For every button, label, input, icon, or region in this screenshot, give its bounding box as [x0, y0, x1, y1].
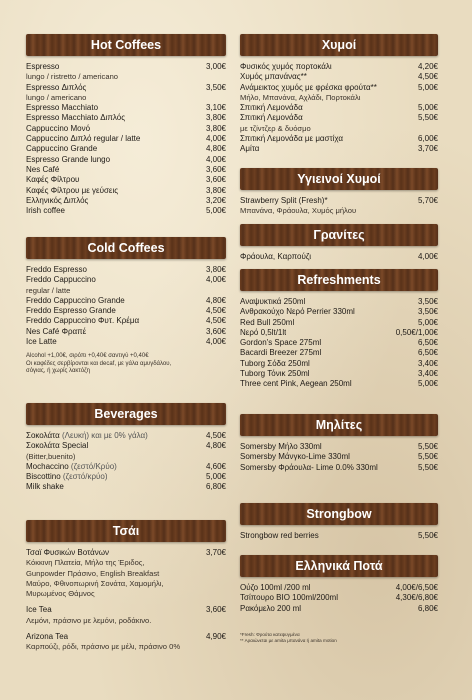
item-name [240, 83, 377, 93]
item-name-text: Arizona Tea [26, 632, 69, 642]
item-name-text: Freddo Cappuccino [26, 275, 96, 285]
section-title: Refreshments [240, 269, 438, 291]
item-price: 5,00€ [205, 206, 226, 216]
item-description: Καρπούζι, ρόδι, πράσινο με μέλι, πράσινο 0% [26, 642, 181, 652]
item-price: 3,60€ [205, 326, 226, 336]
item-price: 5,00€ [205, 472, 226, 482]
menu-section [26, 403, 226, 493]
item-price: 4,50€ [205, 306, 226, 316]
item-price: 5,50€ [417, 452, 438, 462]
menu-item [26, 62, 226, 72]
item-name-text: Φράουλα, Καρπούζι [240, 252, 312, 261]
item-price: 5,50€ [417, 442, 438, 451]
item-price: 4,00€ [205, 154, 226, 164]
menu-item [240, 348, 438, 358]
item-name-text: Espresso [26, 62, 60, 71]
item-description: Gunpowder Πράσινο, English Breakfast [26, 568, 160, 578]
item-name-text: Ανθρακούχο Νερό Perrier 330ml [240, 307, 355, 317]
menu-item [240, 369, 438, 379]
item-name-text: Three cent Pink, Aegean 250ml [240, 379, 352, 389]
item-description: με τζίντζερ & δυόσμο [240, 123, 311, 133]
menu-item [240, 83, 438, 93]
menu-section [240, 503, 438, 541]
item-detail: (ζεστό/Κρύο) [68, 461, 117, 471]
item-name-text: Ρακόμελο 200 ml [240, 603, 302, 613]
menu-item [240, 604, 438, 614]
item-name-text: Biscottino [26, 472, 61, 482]
section-rows [240, 252, 438, 262]
item-name [26, 441, 88, 451]
item-price: 4,90€ [205, 632, 226, 642]
item-name-text: Nes Café [26, 164, 60, 174]
item-price: 3,60€ [205, 605, 226, 615]
menu-item [26, 337, 226, 347]
item-name [240, 144, 259, 154]
item-name-text: Strongbow red berries [240, 531, 319, 540]
item-name [26, 196, 88, 206]
item-price: 4,80€ [205, 295, 226, 305]
section-title: Γρανίτες [240, 224, 438, 246]
menu-section [240, 224, 438, 262]
menu-item [240, 328, 438, 338]
item-name-text: Αμίτα [240, 144, 260, 154]
item-price: 3,80€ [205, 123, 226, 133]
item-price: 3,00€ [205, 62, 226, 71]
menu-item [240, 72, 438, 82]
item-name-text: Τσίπουρο BIO 100ml/200ml [240, 593, 338, 603]
section-title: Τσάι [26, 520, 226, 542]
item-name-text: Ice Latte [26, 337, 57, 347]
menu-section [240, 414, 438, 473]
item-name-text: Χυμός μπανάνας** [240, 72, 307, 82]
item-description: Μαύρο, Φθινοπωρινή Σονάτα, Χαμομήλι, [26, 578, 164, 588]
section-title: Strongbow [240, 503, 438, 525]
menu-item [26, 472, 226, 482]
section-title: Υγιεινοί Χυμοί [240, 168, 438, 190]
item-name-text: Freddo Cappuccino Φυτ. Κρέμα [26, 316, 140, 326]
section-rows [240, 531, 438, 541]
section-rows [240, 62, 438, 155]
item-name [26, 431, 148, 441]
item-name [240, 328, 286, 338]
menu-item [26, 275, 226, 285]
item-name-text: Somersby Μάνγκο-Lime 330ml [240, 452, 350, 462]
section-title: Χυμοί [240, 34, 438, 56]
item-name-text: Gordon's Space 275ml [240, 338, 322, 348]
item-price: 3,70€ [417, 144, 438, 154]
item-name-text: Espresso Macchiato [26, 103, 99, 113]
menu-item [240, 359, 438, 369]
menu-item [240, 62, 438, 72]
item-price: 5,50€ [417, 113, 438, 123]
item-name [26, 316, 139, 326]
menu-item [26, 605, 226, 615]
item-price: 4,50€ [205, 431, 226, 440]
item-price: 4,00€ [417, 252, 438, 261]
item-name-text: Καφές Φίλτρου [26, 175, 80, 185]
item-name [26, 62, 59, 72]
item-name [26, 548, 109, 558]
item-price: 4,50€ [205, 316, 226, 326]
item-description: lungo / americano [26, 92, 87, 102]
item-name [240, 348, 321, 358]
item-name-text: Σοκολάτα [26, 431, 60, 440]
item-name-text: Nes Café Φραπέ [26, 326, 87, 336]
section-rows [240, 196, 438, 217]
item-name [26, 206, 65, 216]
item-name-text: Bacardi Breezer 275ml [240, 348, 322, 358]
item-price: 0,50€/1,00€ [395, 327, 438, 337]
item-name-text: Freddo Cappuccino Grande [26, 295, 125, 305]
menu-section [26, 34, 226, 216]
item-name [240, 103, 303, 113]
item-name [26, 134, 140, 144]
item-name [240, 379, 352, 389]
item-price: 4,00€ [205, 275, 226, 285]
menu-item [26, 196, 226, 206]
item-name-text: Ανάμεικτος χυμός με φρέσκα φρούτα** [240, 82, 377, 92]
item-price: 4,50€ [417, 72, 438, 82]
item-price: 3,70€ [205, 548, 226, 557]
item-name [240, 307, 355, 317]
item-name-text: Espresso Διπλός [26, 82, 87, 92]
item-name-text: Cappuccino Grande [26, 144, 98, 154]
menu-item [240, 318, 438, 328]
item-price: 3,40€ [417, 358, 438, 368]
item-price: 3,80€ [205, 185, 226, 195]
item-price: 3,60€ [205, 164, 226, 174]
menu-item [26, 548, 226, 558]
item-name [240, 369, 310, 379]
menu-item [240, 379, 438, 389]
menu-item [26, 124, 226, 134]
item-price: 3,80€ [205, 113, 226, 123]
item-price: 3,40€ [417, 369, 438, 379]
item-name [240, 452, 350, 462]
item-price: 6,50€ [417, 348, 438, 358]
menu-item [240, 452, 438, 462]
item-name [26, 632, 68, 642]
item-name-text: Somersby Μήλο 330ml [240, 442, 322, 451]
item-name-text: Mochaccino [26, 461, 69, 471]
item-price: 3,80€ [205, 265, 226, 274]
item-description: Μυρωμένος Θάμνος [26, 589, 95, 599]
menu-item [240, 103, 438, 113]
menu-item [26, 327, 226, 337]
item-name-text: Strawberry Split (Fresh)* [240, 196, 328, 205]
item-price: 3,10€ [205, 103, 226, 113]
item-detail: (ζεστό/κρύο) [60, 472, 108, 482]
item-name [26, 124, 90, 134]
item-name-text: Ούζο 100ml /200 ml [240, 583, 311, 592]
item-name [26, 605, 52, 615]
item-price: 4,00€ [205, 337, 226, 347]
menu-item [240, 144, 438, 154]
item-name-text: Ice Tea [26, 605, 52, 615]
item-price: 4,80€ [205, 441, 226, 451]
item-price: 6,80€ [417, 603, 438, 613]
item-name-text: Φυσικός χυμός πορτοκάλι [240, 62, 332, 71]
menu-item [240, 593, 438, 603]
item-name [240, 338, 321, 348]
menu-item [240, 583, 438, 593]
item-name-text: Τσαϊ Φυσικών Βοτάνων [26, 548, 110, 557]
item-name [240, 252, 311, 262]
item-name [26, 113, 125, 123]
item-name [26, 155, 110, 165]
item-name [240, 62, 332, 72]
menu-item [240, 531, 438, 541]
item-name [26, 296, 125, 306]
item-price: 4,80€ [205, 144, 226, 154]
item-name [240, 593, 338, 603]
item-name [240, 196, 328, 206]
menu-item [26, 83, 226, 93]
menu-item [26, 165, 226, 175]
item-price: 4,00€/6,50€ [395, 583, 438, 592]
footnote: ** Αραιώνεται με amita μπανάνα ή amita motion [240, 638, 337, 643]
item-name [240, 359, 310, 369]
menu-item [240, 252, 438, 262]
menu-section [26, 520, 226, 653]
item-name-text: Cappuccino Μονό [26, 123, 91, 133]
item-price: 5,50€ [417, 462, 438, 472]
menu-item [26, 306, 226, 316]
item-name [26, 83, 86, 93]
menu-item [240, 196, 438, 206]
menu-item [26, 206, 226, 216]
item-name-text: Somersby Φράουλα- Lime 0.0% 330ml [240, 462, 378, 472]
section-note: Alcohol +1,00€, σιρόπι +0,40€ σαντιγύ +0,40€ [26, 353, 149, 360]
item-price: 3,50€ [205, 82, 226, 92]
item-name [26, 275, 96, 285]
footnote: *Fresh: Φρούτα κατεψυγμένα [240, 632, 300, 637]
item-name [26, 186, 118, 196]
section-title: Beverages [26, 403, 226, 425]
section-rows [240, 583, 438, 614]
menu-section [240, 269, 438, 390]
item-name-text: Σπιτική Λεμονάδα με μαστίχα [240, 134, 344, 144]
item-name-text: Espresso Grande lungo [26, 154, 111, 164]
item-price: 4,60€ [205, 461, 226, 471]
section-note: Οι καφέδες σερβίρονται και decaf, με γάλα αμυγδάλου, [26, 360, 172, 367]
menu-item [26, 155, 226, 165]
item-price: 3,20€ [205, 195, 226, 205]
menu-section [240, 555, 438, 614]
item-name-text: Σοκολάτα Special [26, 441, 89, 451]
item-price: 3,60€ [205, 175, 226, 185]
item-name [240, 463, 378, 473]
item-description: Κόκκινη Πλατεία, Μήλο της Έριδος, [26, 558, 145, 568]
item-description: Μπανάνα, Φράουλα, Χυμός μήλου [240, 206, 357, 216]
menu-item [26, 103, 226, 113]
footnotes [240, 632, 438, 644]
item-description: (Bitter,buenito) [26, 451, 76, 461]
item-price: 5,00€ [417, 317, 438, 327]
item-price: 4,30€/6,80€ [395, 593, 438, 603]
menu-section [26, 237, 226, 376]
menu-item [26, 441, 226, 451]
menu-item [240, 134, 438, 144]
item-name-text: Milk shake [26, 482, 64, 492]
menu-item [26, 134, 226, 144]
item-name-text: Freddo Espresso [26, 265, 87, 274]
item-price: 4,00€ [205, 134, 226, 144]
item-name-text: Ελληνικός Διπλός [26, 195, 89, 205]
item-price: 5,00€ [417, 379, 438, 389]
menu-item [240, 442, 438, 452]
section-note: σόγιας, ή χωρίς λακτόζη [26, 368, 91, 375]
item-name [26, 472, 107, 482]
item-name [26, 306, 116, 316]
section-title: Ελληνικά Ποτά [240, 555, 438, 577]
item-description: Λεμόνι, πράσινο με λεμόνι, ροδάκινο. [26, 615, 152, 625]
item-price: 3,50€ [417, 307, 438, 317]
item-description: Μήλο, Μπανάνα, Αχλάδι, Πορτοκάλι [240, 92, 361, 102]
item-name [240, 531, 319, 541]
item-name [26, 482, 64, 492]
item-name [240, 583, 311, 593]
item-name-text: Σπιτική Λεμονάδα [240, 113, 303, 123]
item-price: 4,20€ [417, 62, 438, 71]
item-name [240, 113, 303, 123]
item-price: 3,50€ [417, 297, 438, 306]
item-name [26, 462, 117, 472]
item-name-text: Cappuccino Διπλό regular / latte [26, 134, 141, 144]
section-title: Hot Coffees [26, 34, 226, 56]
item-price: 6,50€ [417, 338, 438, 348]
section-rows [26, 548, 226, 653]
item-name-text: Νερό 0,5lt/1lt [240, 327, 287, 337]
item-name-text: Tuborg Τόνικ 250ml [240, 369, 310, 379]
item-price: 6,00€ [417, 134, 438, 144]
section-title: Cold Coffees [26, 237, 226, 259]
item-name-text: Irish coffee [26, 206, 65, 216]
menu-item [240, 297, 438, 307]
menu-section [240, 168, 438, 217]
menu-item [26, 632, 226, 642]
menu-item [26, 482, 226, 492]
item-name [240, 604, 301, 614]
menu-item [26, 316, 226, 326]
item-detail: (Λευκή) και με 0% γάλα) [59, 431, 148, 440]
item-name-text: Red Bull 250ml [240, 317, 295, 327]
menu-item [240, 307, 438, 317]
section-rows [26, 431, 226, 493]
menu-item [26, 113, 226, 123]
menu-section [240, 34, 438, 155]
item-name [26, 265, 87, 275]
item-description: lungo / ristretto / americano [26, 72, 119, 82]
section-rows [26, 62, 226, 216]
item-description: regular / latte [26, 285, 71, 295]
item-name-text: Σπιτική Λεμονάδα [240, 103, 303, 113]
menu-item [26, 296, 226, 306]
section-rows [240, 297, 438, 390]
menu-item [240, 463, 438, 473]
item-price: 6,80€ [205, 482, 226, 492]
section-title: Μηλίτες [240, 414, 438, 436]
menu-item [26, 186, 226, 196]
item-price: 5,00€ [417, 103, 438, 113]
menu-item [240, 113, 438, 123]
menu-item [26, 144, 226, 154]
item-name [240, 442, 322, 452]
section-rows [240, 442, 438, 473]
item-name-text: Αναψυκτικά 250ml [240, 297, 306, 306]
item-price: 5,70€ [417, 196, 438, 205]
section-rows [26, 265, 226, 376]
menu-item [26, 175, 226, 185]
item-name [240, 318, 294, 328]
item-name [26, 103, 98, 113]
item-name [26, 175, 79, 185]
menu-item [26, 265, 226, 275]
menu-item [26, 462, 226, 472]
menu-item [26, 431, 226, 441]
item-name-text: Καφές Φίλτρου με γεύσεις [26, 185, 119, 195]
item-name [26, 144, 97, 154]
item-price: 5,50€ [417, 531, 438, 540]
item-name [240, 72, 307, 82]
item-name-text: Freddo Espresso Grande [26, 306, 116, 316]
item-name [26, 327, 86, 337]
item-name [240, 297, 305, 307]
item-name [240, 134, 343, 144]
item-price: 5,00€ [417, 82, 438, 92]
item-name [26, 337, 57, 347]
item-name-text: Tuborg Σόδα 250ml [240, 358, 310, 368]
item-name [26, 165, 59, 175]
menu-item [240, 338, 438, 348]
item-name-text: Espresso Macchiato Διπλός [26, 113, 126, 123]
